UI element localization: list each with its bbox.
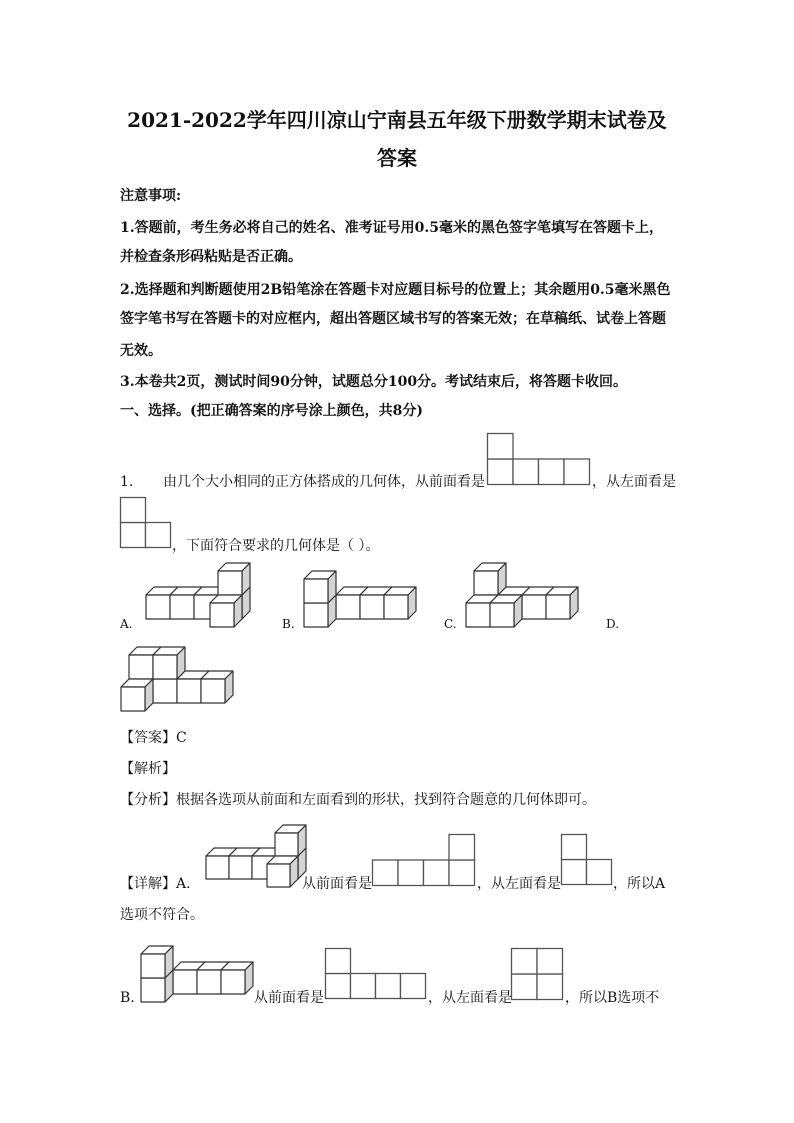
question-text: ，从左面看是 xyxy=(592,474,676,490)
cube xyxy=(201,671,233,703)
view-square xyxy=(146,523,171,548)
view-square xyxy=(326,974,351,999)
document-title-line2: 答案 xyxy=(377,146,417,170)
notice-line: 无效。 xyxy=(120,343,162,359)
view-square xyxy=(564,459,590,485)
view-square xyxy=(513,459,539,485)
cube xyxy=(384,587,416,619)
cube xyxy=(546,587,578,619)
view-square xyxy=(587,860,612,885)
view-square xyxy=(351,974,376,999)
view-square xyxy=(398,860,424,886)
front-view-figure xyxy=(487,433,591,485)
detail-text: ，所以A xyxy=(613,876,666,892)
cube xyxy=(210,595,242,627)
detail-text: ，从左面看是 xyxy=(428,990,512,1006)
question-text: 由几个大小相同的正方体搭成的几何体，从前面看是 xyxy=(163,474,485,490)
option-b-figure[interactable] xyxy=(303,558,418,628)
notice-heading: 注意事项: xyxy=(120,188,182,204)
option-c-figure[interactable] xyxy=(465,558,580,628)
view-square xyxy=(326,949,351,974)
cube xyxy=(141,946,173,978)
detail-prefix: B. xyxy=(120,990,135,1006)
view-square xyxy=(488,434,514,460)
view-square xyxy=(512,949,538,975)
analysis-heading: 【解析】 xyxy=(120,761,176,777)
view-square xyxy=(539,459,565,485)
detail-a-figure xyxy=(197,820,305,888)
notice-line: 签字笔书写在答题卡的对应框内，超出答题区域书写的答案无效；在草稿纸、试卷上答题 xyxy=(120,311,666,327)
option-d-figure[interactable] xyxy=(120,642,235,712)
view-square xyxy=(401,974,426,999)
detail-text: ，所以B选项不 xyxy=(565,990,660,1006)
cube xyxy=(490,595,522,627)
view-square xyxy=(449,835,475,861)
cube xyxy=(153,647,185,679)
detail-prefix: 【详解】A. xyxy=(120,876,191,892)
cube xyxy=(474,563,506,595)
cube xyxy=(275,825,306,856)
cube xyxy=(221,962,253,994)
option-d-label[interactable]: D. xyxy=(606,617,620,631)
question-number: 1. xyxy=(120,474,134,490)
question-text: ，下面符合要求的几何体是（ ）。 xyxy=(172,538,380,554)
option-b-label[interactable]: B. xyxy=(282,617,295,631)
view-square xyxy=(121,523,146,548)
notice-line: 3.本卷共2页，测试时间90分钟，试题总分100分。考试结束后，将答题卡收回。 xyxy=(120,374,628,390)
notice-line: 2.选择题和判断题使用2B铅笔涂在答题卡对应题目标号的位置上；其余题用0.5毫米黑色 xyxy=(120,282,671,298)
view-square xyxy=(512,974,538,1000)
section-heading: 一、选择。(把正确答案的序号涂上颜色，共8分) xyxy=(120,403,423,419)
left-view-figure xyxy=(120,497,172,549)
detail-b-left-view xyxy=(511,948,563,1000)
cube xyxy=(218,563,250,595)
view-square xyxy=(537,949,563,975)
cube xyxy=(121,679,153,711)
detail-b-front-view xyxy=(325,948,427,1000)
document-title-line1: 2021-2022学年四川凉山宁南县五年级下册数学期末试卷及 xyxy=(127,108,667,132)
cube xyxy=(267,856,298,887)
detail-a-front-view xyxy=(372,834,476,886)
detail-text: 选项不符合。 xyxy=(120,907,204,923)
option-a-label[interactable]: A. xyxy=(120,617,133,631)
detail-text: ，从左面看是 xyxy=(477,876,561,892)
detail-text: 从前面看是 xyxy=(302,876,372,892)
answer-label: 【答案】C xyxy=(120,730,187,746)
view-square xyxy=(376,974,401,999)
view-square xyxy=(537,974,563,1000)
view-square xyxy=(121,498,146,523)
detail-text: 从前面看是 xyxy=(254,990,324,1006)
detail-a-left-view xyxy=(561,834,613,886)
view-square xyxy=(424,860,450,886)
view-square xyxy=(562,835,587,860)
cube xyxy=(304,571,336,603)
detail-b-figure xyxy=(140,935,255,1003)
view-square xyxy=(449,860,475,886)
view-square xyxy=(373,860,399,886)
notice-line: 并检查条形码粘贴是否正确。 xyxy=(120,249,302,265)
option-c-label[interactable]: C. xyxy=(444,617,457,631)
option-a-figure[interactable] xyxy=(137,558,249,628)
notice-line: 1.答题前，考生务必将自己的姓名、准考证号用0.5毫米的黑色签字笔填写在答题卡上， xyxy=(120,220,663,236)
view-square xyxy=(488,459,514,485)
view-square xyxy=(562,860,587,885)
analysis-text: 【分析】根据各选项从前面和左面看到的形状，找到符合题意的几何体即可。 xyxy=(120,792,596,808)
